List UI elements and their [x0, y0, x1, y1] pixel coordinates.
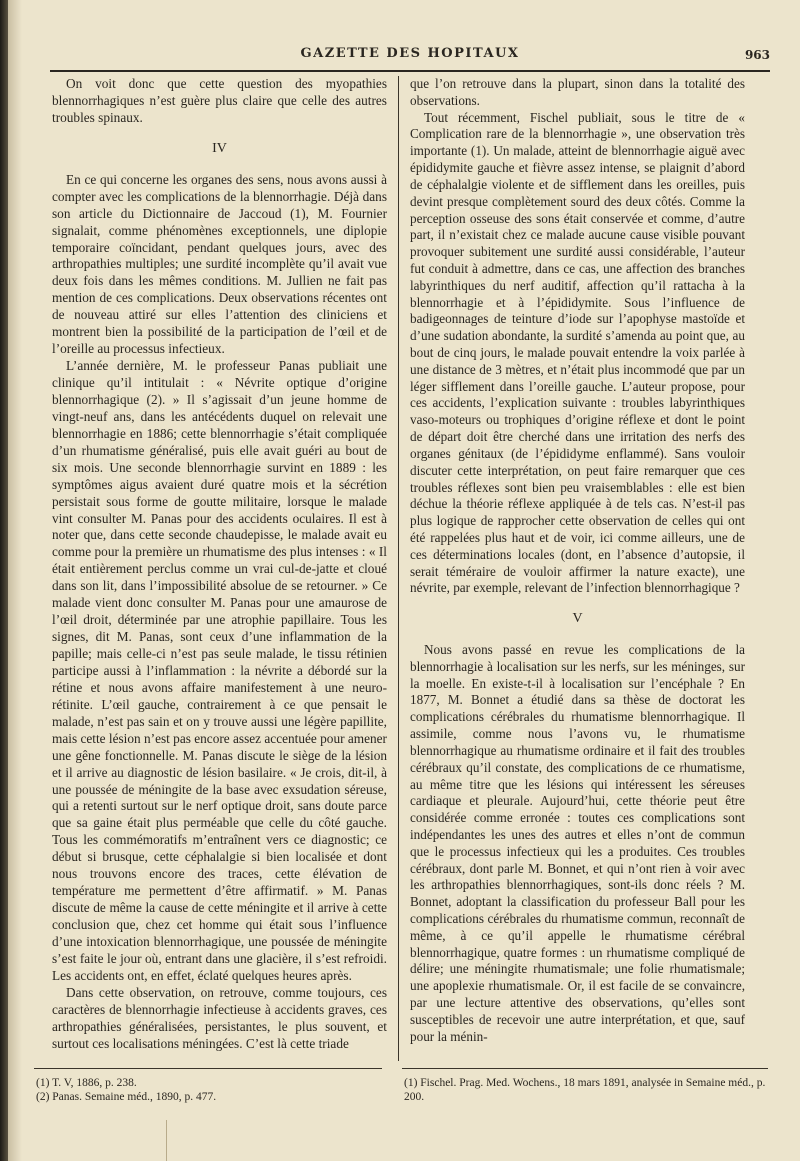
- paragraph: que l’on retrouve dans la plupart, sinon dans la totalité des observations.: [410, 76, 745, 108]
- book-spine-shadow: [0, 0, 8, 1161]
- left-column: [52, 76, 387, 1053]
- journal-title: GAZETTE DES HOPITAUX: [300, 46, 520, 61]
- paragraph: Nous avons passé en revue les complications de la blennorrhagie à localisation sur les nerfs, sur les méninges, sur la moelle. En existe-t-il à localisation sur l’encéphale ? En 1877, M. Bonnet a étudié dans sa thèse de doctorat les complications cérébrales du rhumatisme blennorrhagique. Il assimile, comme nous l’avons vu, le rhumatisme blennorrhagique au rhumatisme ordinaire et il fait des troubles cérébraux qu’il constate, des complications de ce rhumatisme, au même titre que les lésions qui intéressent les séreuses cardiaque et pleurale. Aujourd’hui, cette théorie peut être considérée comme erronée : toutes ces complications sont indépendantes les unes des autres et elles n’ont de commun que le processus infectieux qui les a produites. Ces troubles cérébraux, dont parle M. Bonnet, et qui n’ont rien à voir avec les arthropathies blennorrhagiques, sont-ils donc réels ? M. Bonnet, adoptant la classification du professeur Ball pour les complications cérébrales du rhumatisme commun, reconnaît de même, à ce qu’il appelle le rhumatisme cérébral blennorrhagique, quatre formes : un rhumatisme compliqué de délire; une méningite rhumatismale; une folie rhumatismale; une apoplexie rhumatismale. Or, il est facile de se convaincre, par une lecture attentive des observations, qu’elles sont susceptibles de recevoir une autre interprétation, et que, sauf pour la ménin-: [410, 642, 745, 1044]
- page-number: 963: [744, 48, 770, 62]
- paragraph: Tout récemment, Fischel publiait, sous le titre de « Complication rare de la blennorrhagie », une observation très importante (1). Un malade, atteint de blennorrhagie aiguë avec épididymite gauche et fièvre assez intense, se plaignit d’abord de céphalalgie violente et de sifflement dans les oreilles, puis devint presque complètement sourd des deux côtés. Comme la perception osseuse des sons était conservée et comme, d’autre part, il n’existait chez ce malade aucune cause visible pouvant provoquer subitement une surdité aussi considérable, l’auteur fut conduit à admettre, dans ce cas, une affection des branches labyrinthiques du nerf auditif, affection qu’il rattacha à la blennorrhagie et à l’épididymite. Sous l’influence de badigeonnages de teinture d’iode sur l’apophyse mastoïde et d’une sudation abondante, la surdité s’amenda au point que, au bout de cinq jours, le malade pouvait entendre la voix parlée à une distance de 3 mètres, et n’était plus incommodé que par un léger sifflement dans l’oreille gauche. L’auteur propose, pour ces accidents, l’explication suivante : troubles labyrinthiques vaso-moteurs ou trophiques d’origine réflexe et dont le point de départ doit être cherché dans une irritation des nerfs des organes génitaux (de l’épididyme enflammé). Sans vouloir discuter cette interprétation, on peut faire remarquer que ces troubles réflexes sont bien peu vraisemblables : elle est bien déchue la théorie réflexe appliquée à de tels cas. N’est-il pas plus logique de rapprocher cette observation de celles qui ont été rappelées plus haut et de voir, ici comme ailleurs, une de ces déterminations locales (dont, en l’absence d’autopsie, il serait téméraire de vouloir affirmer la nature exacte), une névrite, par exemple, relevant de l’infection blennorrhagique ?: [410, 109, 745, 596]
- footnotes-right: [404, 1076, 766, 1104]
- footnote: (2) Panas. Semaine méd., 1890, p. 477.: [36, 1091, 217, 1103]
- section-heading-v: V: [572, 611, 583, 627]
- footnote: (1) Fischel. Prag. Med. Wochens., 18 mars 1891, analysée in Semaine méd., p. 200.: [404, 1077, 766, 1103]
- paragraph: En ce qui concerne les organes des sens, nous avons aussi à compter avec les complications de la blennorrhagie. Déjà dans son article du Dictionnaire de Jaccoud (1), M. Fournier signalait, comme phénomènes exceptionnels, une diplopie temporaire coïncidant, pendant quelques jours, avec des arthropathies multiples; une surdité incomplète qu’il avait vue deux fois dans les mêmes conditions. M. Jullien ne fait pas mention de ces complications. Deux observations récentes ont de nouveau attiré sur elles l’attention des cliniciens et montrent bien la possibilité de la participation de l’œil et de l’oreille au processus infectieux.: [52, 171, 387, 357]
- right-column: [410, 76, 745, 1046]
- footnote-rule-right: [402, 1068, 768, 1069]
- page-gutter: [8, 0, 22, 1161]
- footnote: (1) T. V, 1886, p. 238.: [36, 1077, 137, 1089]
- footnote-rule-left: [34, 1068, 382, 1069]
- paragraph: Dans cette observation, on retrouve, comme toujours, ces caractères de blennorrhagie infectieuse à accidents graves, ces arthropathies généralisées, persistantes, le plus souvent, et surtout ces localisations méningées. C’est là cette triade: [52, 984, 387, 1051]
- running-header: [50, 42, 770, 66]
- paper-fold-mark: [154, 1120, 167, 1161]
- paragraph: L’année dernière, M. le professeur Panas publiait une clinique qu’il intitulait : « Névrite optique d’origine blennorrhagique (2). » Il s’agissait d’un jeune homme de vingt-neuf ans, dans les antécédents duquel on relevait une blennorrhagie en 1886; cette blennorrhagie s’était compliquée d’un rhumatisme généralisé, puis elle avait guéri au bout de six mois. Une seconde blennorrhagie survint en 1889 : les symptômes aigus avaient duré quatre mois et la sécrétion persistait sous forme de goutte militaire, lorsque le malade vint consulter M. Panas pour des accidents oculaires. Il est à noter que, dans cette seconde chaudepisse, le malade avait eu comme pour la première un rhumatisme des plus intenses : « Il était entièrement perclus comme un vrai cul-de-jatte et cloué dans son lit, dans l’impossibilité absolue de se retourner. » Ce malade vient donc consulter M. Panas pour une amaurose de l’œil droit, déterminée par une atrophie papillaire. Tous les signes, dit M. Panas, sont ceux d’une inflammation de la papille; mais celle-ci n’est pas seule malade, le tissu rétinien participe aussi à l’inflammation : la névrite a débordé sur la rétine et nous avons affaire manifestement à une neuro-rétinite. L’œil gauche, contrairement à ce que pensait le malade, n’est pas sain et on y trouve aussi une légère papillite, mais cette lésion n’est pas encore assez accentuée pour amener une gêne fonctionnelle. M. Panas discute le siège de la lésion et il arrive au diagnostic de lésion basilaire. « Je crois, dit-il, à une poussée de méningite de la base avec exsudation séreuse, qui a retenti surtout sur le nerf optique droit, sans doute parce que sa gaine était plus perméable que celle du côté gauche. Tous les commémoratifs m’entraînent vers ce diagnostic; ce début si brusque, cette céphalalgie si bien localisée et dont nous trouvons encore des traces, cette élévation de température me permettent d’être affirmatif. » M. Panas discute de même la cause de cette méningite et il arrive à cette conclusion que, chez cet homme qui était sous l’influence d’une intoxication blennorrhagique, une poussée de méningite s’est faite le jour où, entrant dans une glacière, il s’est refroidi. Les accidents ont, en effet, éclaté quelques heures après.: [52, 358, 387, 983]
- section-heading-iv: IV: [212, 140, 227, 156]
- header-rule: [50, 70, 770, 72]
- column-divider: [398, 76, 399, 1061]
- paragraph: On voit donc que cette question des myopathies blennorrhagiques n’est guère plus claire que celle des autres troubles spinaux.: [52, 76, 387, 125]
- footnotes-left: [36, 1076, 376, 1104]
